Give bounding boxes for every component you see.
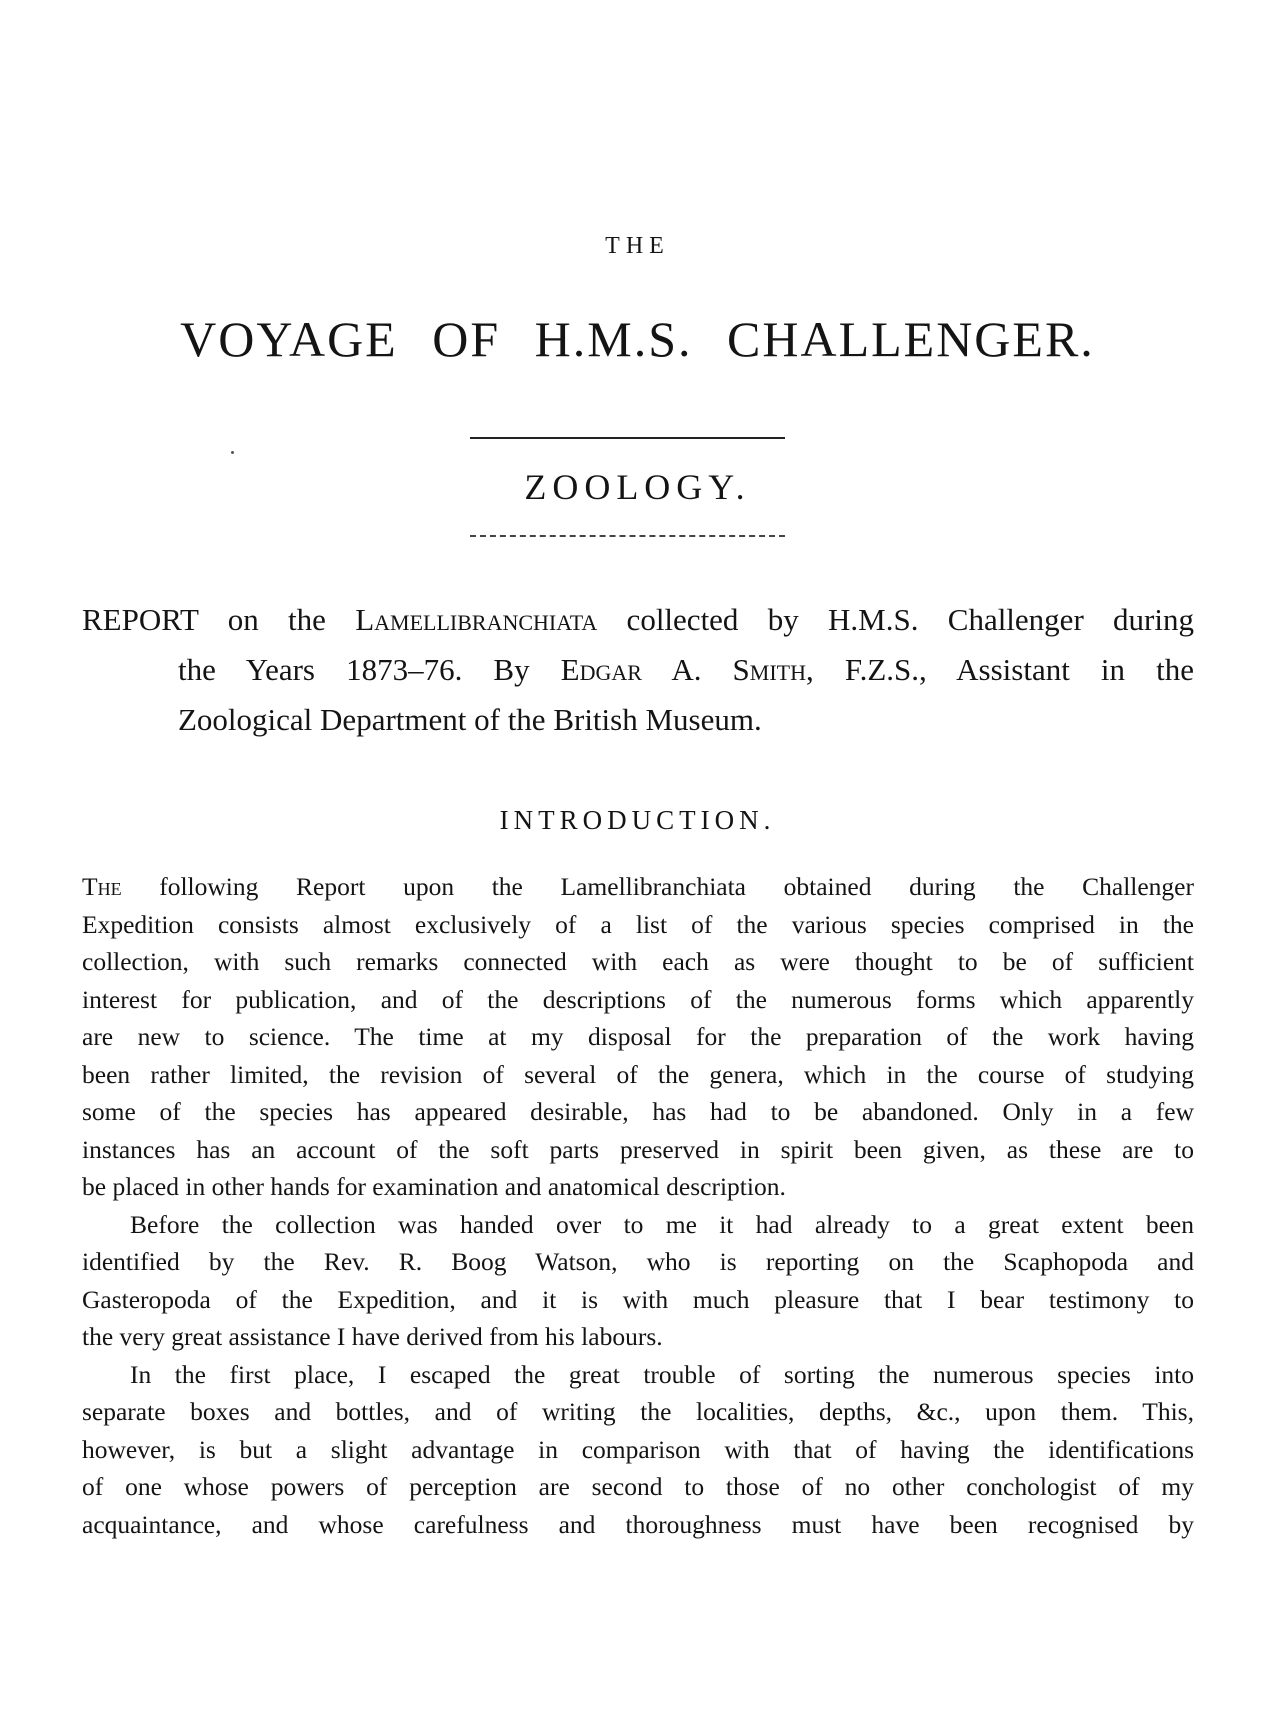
text-line: of one whose powers of perception are second to those of no other conchologist of my <box>82 1472 1194 1501</box>
paragraph-3 <box>82 1356 1194 1544</box>
page-title: VOYAGE OF H.M.S. CHALLENGER. <box>180 311 1095 367</box>
report-text: Zoological Department of the British Museum. <box>178 702 762 737</box>
text-line: however, is but a slight advantage in comparison with that of having the identifications <box>82 1434 1194 1464</box>
stray-dot <box>231 451 234 454</box>
report-text: A. <box>641 652 733 687</box>
text-line: the very great assistance I have derived from his labours. <box>82 1322 663 1351</box>
text-line: In the first place, I escaped the great trouble of sorting the numerous species into <box>130 1359 1194 1389</box>
report-heading <box>82 595 1194 745</box>
report-author-last: Smith <box>732 652 807 687</box>
paragraph-lead: The <box>82 872 122 901</box>
report-author-first: Edgar <box>560 652 642 687</box>
text-line: are new to science. The time at my disposal for the preparation of the work having <box>82 1022 1194 1051</box>
report-text: collected by H.M.S. Challenger during <box>597 602 1194 637</box>
text-line-content: following Report upon the Lamellibranchiata obtained during the Challenger <box>121 872 1194 901</box>
text-line: be placed in other hands for examination and anatomical description. <box>82 1172 786 1201</box>
report-line-3 <box>82 695 1194 745</box>
text-line: collection, with such remarks connected with each as were thought to be of sufficient <box>82 947 1194 976</box>
bottom-rule <box>470 535 785 537</box>
report-text: REPORT on the <box>82 602 356 637</box>
text-line: some of the species has appeared desirable, has had to be abandoned. Only in a few <box>82 1097 1194 1126</box>
report-text: , F.Z.S., Assistant in the <box>806 652 1194 687</box>
header-the: THE <box>605 233 670 259</box>
paragraph-2 <box>82 1206 1194 1356</box>
paragraph-1 <box>82 868 1194 1206</box>
text-line: Gasteropoda of the Expedition, and it is with much pleasure that I bear testimony to <box>82 1284 1194 1314</box>
text-line: Expedition consists almost exclusively of a list of the various species comprised in the <box>82 909 1194 939</box>
text-line: been rather limited, the revision of several of the genera, which in the course of studying <box>82 1059 1194 1089</box>
text-line: Before the collection was handed over to me it had already to a great extent been <box>130 1209 1194 1239</box>
text-line: instances has an account of the soft parts preserved in spirit been given, as these are to <box>82 1134 1194 1164</box>
text-line: identified by the Rev. R. Boog Watson, who is reporting on the Scaphopoda and <box>82 1247 1194 1276</box>
section-title: ZOOLOGY. <box>524 467 751 507</box>
text-line: acquaintance, and whose carefulness and thoroughness must have been recognised by <box>82 1509 1194 1539</box>
text-line <box>82 868 1194 906</box>
introduction-heading: INTRODUCTION. <box>499 805 776 835</box>
report-taxon: Lamellibranchiata <box>355 602 598 637</box>
text-line: interest for publication, and of the descriptions of the numerous forms which apparently <box>82 984 1194 1014</box>
introduction-body <box>82 868 1194 1543</box>
top-rule <box>470 437 785 439</box>
report-line-2 <box>82 645 1194 695</box>
report-line-1 <box>82 595 1194 645</box>
report-text: the Years 1873–76. By <box>178 652 561 687</box>
text-line: separate boxes and bottles, and of writing the localities, depths, &c., upon them. This, <box>82 1397 1194 1426</box>
